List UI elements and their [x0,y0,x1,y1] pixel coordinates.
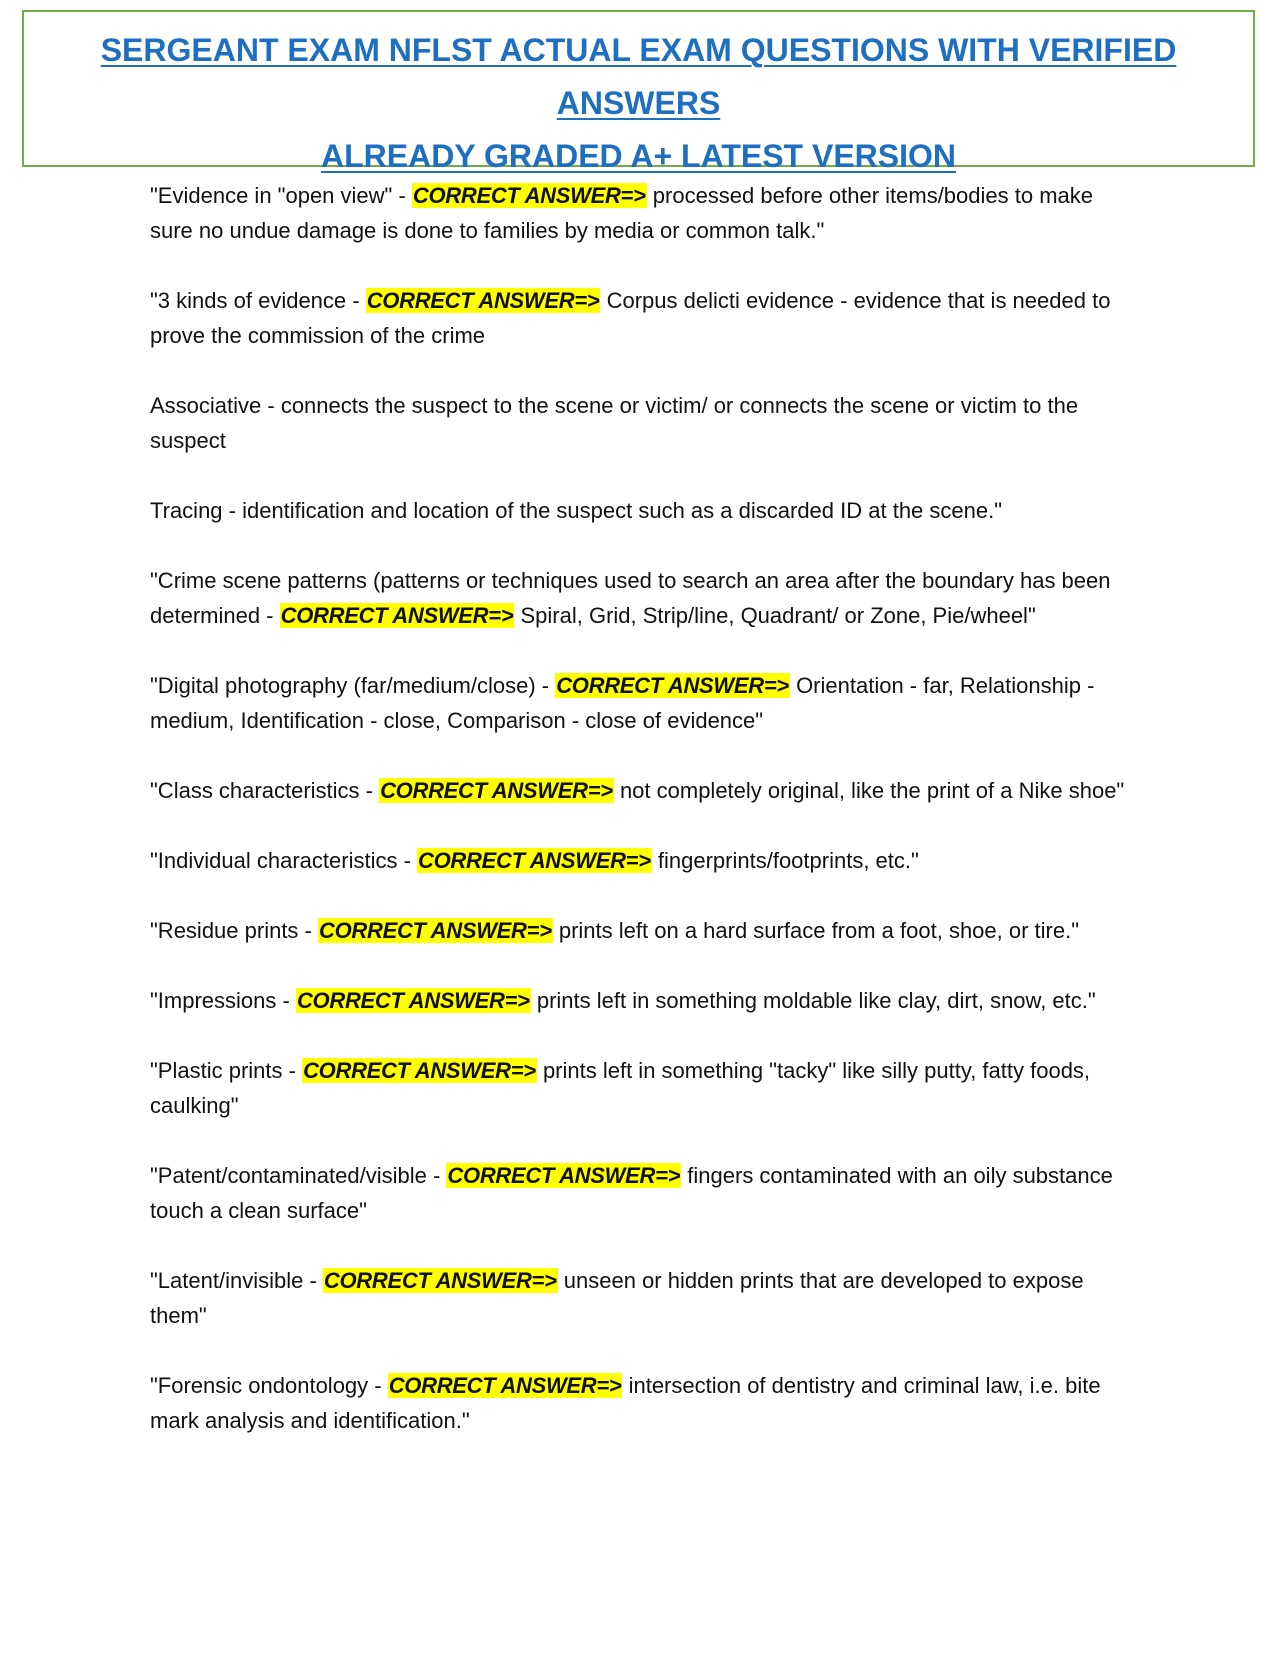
qa-paragraph [150,1158,1130,1228]
answer-marker: CORRECT ANSWER=> [323,1268,557,1293]
answer-marker: CORRECT ANSWER=> [418,848,651,873]
qa-paragraph [150,983,1130,1018]
qa-entry [150,913,1130,948]
question-text: "Crime scene patterns (patterns or techniques used to search an area after the boundary has been determined - [150,568,1111,628]
answer-marker: CORRECT ANSWER=> [296,988,530,1013]
qa-paragraph [150,1368,1130,1438]
answer-marker: CORRECT ANSWER=> [319,918,552,943]
qa-paragraph [150,843,1130,878]
question-text: "Plastic prints - [150,1058,303,1083]
qa-entry [150,843,1130,878]
answer-text: processed before other items/bodies to make sure no undue damage is done to families by media or common talk." [150,183,1094,243]
answer-text: prints left in something moldable like clay, dirt, snow, etc." [530,988,1096,1013]
qa-paragraph [150,563,1130,633]
qa-entry [150,563,1130,633]
question-text: "Impressions - [150,988,296,1013]
title-line-2: ALREADY GRADED A+ LATEST VERSION [320,138,957,174]
document-title [24,12,1253,183]
answer-marker: CORRECT ANSWER=> [556,673,789,698]
question-text: "Digital photography (far/medium/close) - [150,673,556,698]
qa-paragraph [150,773,1130,808]
answer-marker: CORRECT ANSWER=> [380,778,613,803]
answer-text: prints left on a hard surface from a foot, shoe, or tire." [552,918,1080,943]
answer-marker: CORRECT ANSWER=> [412,183,646,208]
question-text: "Evidence in "open view" - [150,183,412,208]
qa-entry [150,1053,1130,1123]
qa-paragraph [150,283,1130,353]
qa-entry [150,1158,1130,1228]
answer-text: not completely original, like the print of a Nike shoe" [613,778,1125,803]
qa-list [150,178,1130,1473]
qa-paragraph [150,668,1130,738]
question-text: "Patent/contaminated/visible - [150,1163,447,1188]
qa-entry [150,668,1130,738]
qa-entry [150,1368,1130,1438]
qa-paragraph [150,913,1130,948]
question-text: "3 kinds of evidence - [150,288,366,313]
answer-marker: CORRECT ANSWER=> [303,1058,536,1083]
qa-entry [150,773,1130,808]
question-text: "Latent/invisible - [150,1268,323,1293]
answer-continuation: Tracing - identification and location of the suspect such as a discarded ID at the scene." [150,498,1003,523]
answer-text: Corpus delicti evidence - evidence that is needed to prove the commission of the crime [150,288,1111,348]
answer-marker: CORRECT ANSWER=> [447,1163,681,1188]
question-text: "Residue prints - [150,918,318,943]
answer-continuation: Associative - connects the suspect to the scene or victim/ or connects the scene or victim to the suspect [150,393,1079,453]
answer-text: intersection of dentistry and criminal law, i.e. bite mark analysis and identification." [150,1373,1101,1433]
qa-paragraph [150,178,1130,248]
qa-entry [150,178,1130,248]
answer-marker: CORRECT ANSWER=> [388,1373,622,1398]
answer-marker: CORRECT ANSWER=> [280,603,514,628]
qa-entry [150,1263,1130,1333]
answer-text: unseen or hidden prints that are developed to expose them" [150,1268,1084,1328]
qa-paragraph [150,1263,1130,1333]
question-text: "Forensic ondontology - [150,1373,388,1398]
answer-text: Spiral, Grid, Strip/line, Quadrant/ or Zone, Pie/wheel" [514,603,1036,628]
question-text: "Class characteristics - [150,778,380,803]
qa-entry [150,983,1130,1018]
answer-text: fingerprints/footprints, etc." [651,848,919,873]
title-box [22,10,1255,174]
answer-text: prints left in something "tacky" like silly putty, fatty foods, caulking" [150,1058,1091,1118]
answer-text: fingers contaminated with an oily substance touch a clean surface" [150,1163,1113,1223]
qa-entry [150,283,1130,528]
qa-paragraph [150,1053,1130,1123]
question-text: "Individual characteristics - [150,848,418,873]
answer-marker: CORRECT ANSWER=> [366,288,600,313]
title-line-1: SERGEANT EXAM NFLST ACTUAL EXAM QUESTIONS WITH VERIFIED ANSWERS [100,32,1177,121]
answer-text: Orientation - far, Relationship - medium, Identification - close, Comparison - close of evidence" [150,673,1095,733]
